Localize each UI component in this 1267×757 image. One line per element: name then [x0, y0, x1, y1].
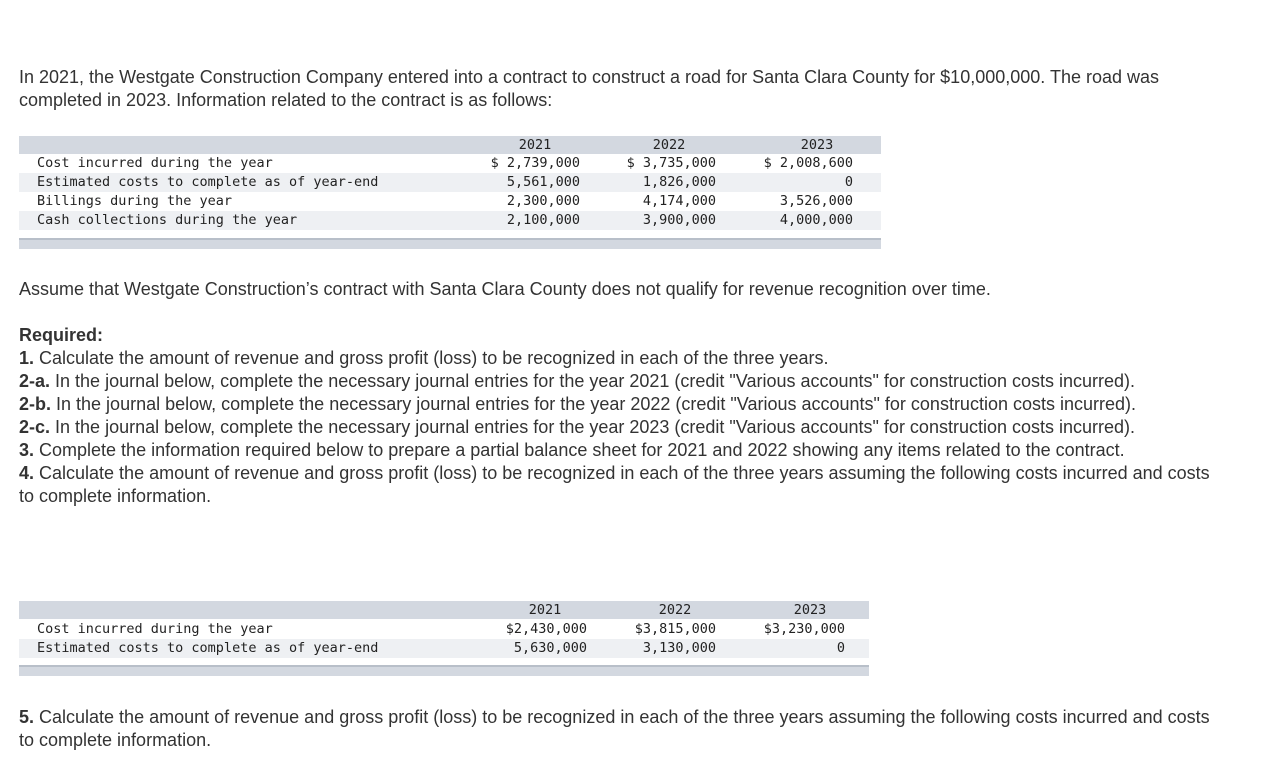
- requirement-number: 2-c.: [19, 417, 51, 437]
- requirement-text: In the journal below, complete the necessary journal entries for the year 2022 (credit "Various accounts" for construction costs incurred).: [51, 394, 1137, 414]
- requirement-text: In the journal below, complete the necessary journal entries for the year 2023 (credit "Various accounts" for construction costs incurred).: [50, 417, 1136, 437]
- requirement-number: 4.: [19, 463, 35, 483]
- cell-2021: 2,300,000: [506, 193, 580, 209]
- col-header-2022: 2022: [652, 137, 686, 153]
- requirement-text: Calculate the amount of revenue and gross profit (loss) to be recognized in each of the three years.: [34, 348, 829, 368]
- requirement-number: 3.: [19, 440, 35, 460]
- cell-2023: 3,526,000: [779, 193, 853, 209]
- cell-2021: 5,561,000: [506, 174, 580, 190]
- alt-cost-table: [19, 601, 869, 677]
- cell-2023: $ 2,008,600: [763, 155, 853, 171]
- requirement-text: Calculate the amount of revenue and gross profit (loss) to be recognized in each of the three years assuming the following costs incurred and costs to complete information.: [19, 707, 1210, 750]
- cell-2023: 0: [844, 174, 853, 190]
- cell-2023: 4,000,000: [779, 212, 853, 228]
- requirement-text: Complete the information required below to prepare a partial balance sheet for 2021 and 2022 showing any items related to the contract.: [34, 440, 1125, 460]
- col-header-2023: 2023: [793, 602, 827, 618]
- requirement-item: [19, 347, 1219, 370]
- requirement-item: [19, 462, 1219, 508]
- requirement-item: [19, 393, 1219, 416]
- cell-2022: 3,130,000: [642, 640, 716, 656]
- row-label: Billings during the year: [37, 193, 233, 209]
- table-row: [19, 620, 869, 639]
- requirement-item-5: [19, 706, 1219, 752]
- requirement-item: [19, 439, 1219, 462]
- requirement-item: [19, 370, 1219, 393]
- row-label: Estimated costs to complete as of year-end: [37, 174, 379, 190]
- intro-paragraph: In 2021, the Westgate Construction Company entered into a contract to construct a road for Santa Clara County for $10,000,000. The road was completed in 2023. Information related to the contract is as follows:: [19, 67, 1160, 110]
- cell-2022: 4,174,000: [642, 193, 716, 209]
- table-row: [19, 211, 881, 230]
- contract-info-table: [19, 136, 881, 250]
- table-header-row: [19, 136, 881, 154]
- requirement-item: [19, 416, 1219, 439]
- col-header-2021: 2021: [518, 137, 552, 153]
- requirement-number: 2-b.: [19, 394, 52, 414]
- table-row: [19, 154, 881, 173]
- requirement-number: 2-a.: [19, 371, 51, 391]
- table-row: [19, 192, 881, 211]
- requirements-section: [19, 324, 1219, 508]
- cell-2021: 5,630,000: [513, 640, 587, 656]
- cell-2022: 3,900,000: [642, 212, 716, 228]
- requirement-number: 5.: [19, 707, 35, 727]
- table-footer-bar: [19, 665, 869, 676]
- col-header-2021: 2021: [528, 602, 562, 618]
- cell-2022: $3,815,000: [634, 621, 716, 637]
- table-row: [19, 639, 869, 658]
- cell-2021: 2,100,000: [506, 212, 580, 228]
- col-header-2023: 2023: [800, 137, 834, 153]
- row-label: Estimated costs to complete as of year-end: [37, 640, 379, 656]
- table-row: [19, 173, 881, 192]
- cell-2023: $3,230,000: [763, 621, 845, 637]
- cell-2022: $ 3,735,000: [626, 155, 716, 171]
- requirement-number: 1.: [19, 348, 35, 368]
- row-label: Cost incurred during the year: [37, 155, 273, 171]
- table-header-row: [19, 601, 869, 619]
- cell-2023: 0: [836, 640, 845, 656]
- required-heading: Required:: [19, 325, 104, 345]
- table-footer-bar: [19, 238, 881, 249]
- cell-2021: $ 2,739,000: [490, 155, 580, 171]
- assumption-paragraph: Assume that Westgate Construction’s contract with Santa Clara County does not qualify for revenue recognition over time.: [19, 279, 991, 299]
- cell-2021: $2,430,000: [505, 621, 587, 637]
- requirement-text: In the journal below, complete the necessary journal entries for the year 2021 (credit "Various accounts" for construction costs incurred).: [50, 371, 1136, 391]
- cell-2022: 1,826,000: [642, 174, 716, 190]
- requirement-text: Calculate the amount of revenue and gross profit (loss) to be recognized in each of the three years assuming the following costs incurred and costs to complete information.: [19, 463, 1210, 506]
- row-label: Cash collections during the year: [37, 212, 298, 228]
- col-header-2022: 2022: [658, 602, 692, 618]
- row-label: Cost incurred during the year: [37, 621, 273, 637]
